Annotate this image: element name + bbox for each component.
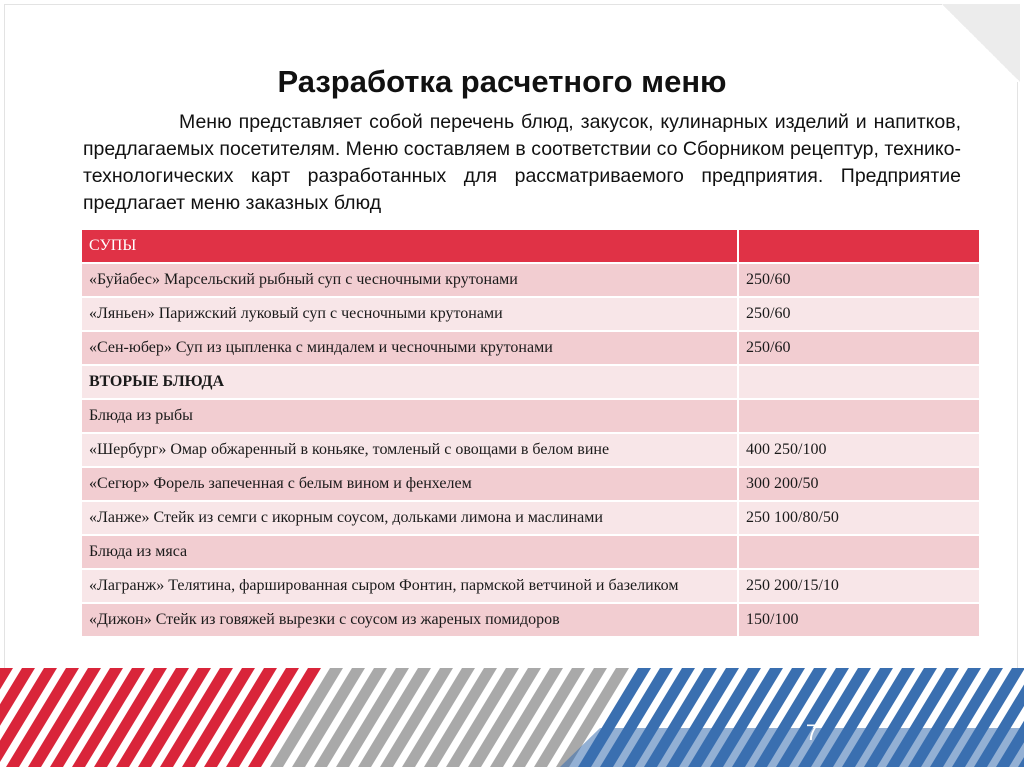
page-number: 7 xyxy=(805,720,819,745)
dish-cell: СУПЫ xyxy=(81,229,738,263)
dish-cell: «Сен-юбер» Суп из цыпленка с миндалем и чесночными крутонами xyxy=(81,331,738,365)
menu-table xyxy=(80,228,981,638)
striped-footer-decoration xyxy=(0,668,1024,767)
dish-cell: «Ланже» Стейк из семги с икорным соусом, дольками лимона и маслинами xyxy=(81,501,738,535)
intro-paragraph: Меню представляет собой перечень блюд, закусок, кулинарных изделий и напитков, предлагаемых посетителям. Меню составляем в соответствии со Сборником рецептур, технико-технологических карт разработанных для рассматриваемого предприятия. Предприятие предлагает меню заказных блюд xyxy=(83,111,961,214)
portion-cell xyxy=(738,535,980,569)
portion-cell xyxy=(738,229,980,263)
table-row-subsection-meat xyxy=(81,535,980,569)
dish-cell: «Лагранж» Телятина, фаршированная сыром Фонтин, пармской ветчиной и базеликом xyxy=(81,569,738,603)
portion-cell: 250/60 xyxy=(738,297,980,331)
stripe-pattern xyxy=(0,668,1024,767)
table-row xyxy=(81,297,980,331)
dish-cell: Блюда из рыбы xyxy=(81,399,738,433)
portion-cell: 150/100 xyxy=(738,603,980,637)
portion-cell: 400 250/100 xyxy=(738,433,980,467)
portion-cell: 300 200/50 xyxy=(738,467,980,501)
portion-cell: 250/60 xyxy=(738,263,980,297)
dish-cell: «Ляньен» Парижский луковый суп с чесночными крутонами xyxy=(81,297,738,331)
table-row xyxy=(81,433,980,467)
dish-cell: «Буйабес» Марсельский рыбный суп с чесночными крутонами xyxy=(81,263,738,297)
portion-cell xyxy=(738,365,980,399)
dish-cell: «Дижон» Стейк из говяжей вырезки с соусом из жареных помидоров xyxy=(81,603,738,637)
portion-cell: 250/60 xyxy=(738,331,980,365)
table-row-subsection-fish xyxy=(81,399,980,433)
table-row xyxy=(81,331,980,365)
portion-cell xyxy=(738,399,980,433)
dish-cell: ВТОРЫЕ БЛЮДА xyxy=(81,365,738,399)
table-row xyxy=(81,569,980,603)
table-row-section-main xyxy=(81,365,980,399)
slide-title: Разработка расчетного меню xyxy=(277,64,727,99)
table-row xyxy=(81,263,980,297)
table-row-section-soups xyxy=(81,229,980,263)
dish-cell: «Шербург» Омар обжаренный в коньяке, томленый с овощами в белом вине xyxy=(81,433,738,467)
dish-cell: Блюда из мяса xyxy=(81,535,738,569)
table-row xyxy=(81,603,980,637)
portion-cell: 250 100/80/50 xyxy=(738,501,980,535)
portion-cell: 250 200/15/10 xyxy=(738,569,980,603)
table-row xyxy=(81,501,980,535)
table-row xyxy=(81,467,980,501)
dish-cell: «Сегюр» Форель запеченная с белым вином и фенхелем xyxy=(81,467,738,501)
blue-band xyxy=(560,728,1024,767)
